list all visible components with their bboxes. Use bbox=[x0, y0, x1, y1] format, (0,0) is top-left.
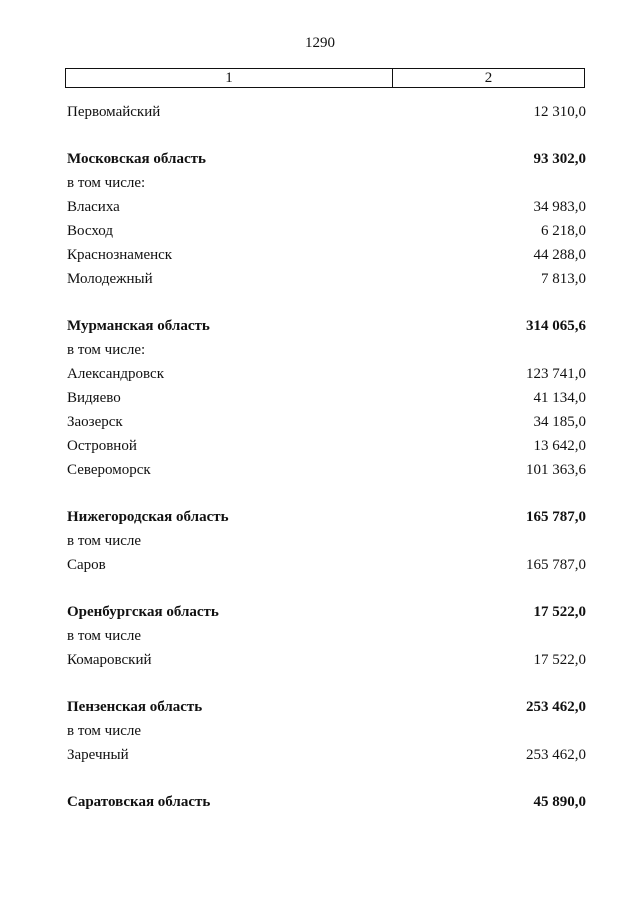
row-name: Краснознаменск bbox=[67, 247, 173, 263]
row-value: 34 185,0 bbox=[533, 414, 586, 430]
row-name: Нижегородская область bbox=[67, 509, 229, 525]
settlement-row bbox=[67, 458, 586, 482]
row-name: Видяево bbox=[67, 390, 121, 406]
row-name: в том числе bbox=[67, 628, 142, 644]
row-value: 101 363,6 bbox=[526, 462, 586, 478]
row-value: 34 983,0 bbox=[533, 199, 586, 215]
row-name: Первомайский bbox=[67, 104, 161, 120]
row-name: Заречный bbox=[67, 747, 129, 763]
row-value: 13 642,0 bbox=[533, 438, 586, 454]
settlement-row bbox=[67, 195, 586, 219]
row-name: Молодежный bbox=[67, 271, 153, 287]
row-name: в том числе bbox=[67, 533, 142, 549]
row-name: Александровск bbox=[67, 366, 164, 382]
subheading-row bbox=[67, 529, 586, 553]
subheading-row bbox=[67, 171, 586, 195]
subheading-row bbox=[67, 719, 586, 743]
row-name: Заозерск bbox=[67, 414, 123, 430]
row-name: Саров bbox=[67, 557, 106, 573]
page-number: 1290 bbox=[305, 35, 335, 51]
row-value: 7 813,0 bbox=[541, 271, 586, 287]
row-value: 45 890,0 bbox=[533, 794, 586, 810]
row-value: 6 218,0 bbox=[541, 223, 586, 239]
row-value: 314 065,6 bbox=[526, 318, 586, 334]
row-name: Власиха bbox=[67, 199, 120, 215]
row-name: в том числе bbox=[67, 723, 142, 739]
region-row bbox=[67, 505, 586, 529]
settlement-row bbox=[67, 434, 586, 458]
settlement-row bbox=[67, 553, 586, 577]
row-name: Мурманская область bbox=[67, 318, 210, 334]
subheading-row bbox=[67, 338, 586, 362]
region-row bbox=[67, 790, 586, 814]
row-name: Пензенская область bbox=[67, 699, 203, 715]
row-value: 17 522,0 bbox=[533, 652, 586, 668]
row-name: Североморск bbox=[67, 462, 151, 478]
row-value: 17 522,0 bbox=[533, 604, 586, 620]
region-row bbox=[67, 147, 586, 171]
column-header-1: 1 bbox=[66, 69, 393, 87]
settlement-row bbox=[67, 100, 586, 124]
row-value: 12 310,0 bbox=[533, 104, 586, 120]
region-row bbox=[67, 600, 586, 624]
row-value: 165 787,0 bbox=[526, 509, 586, 525]
row-value: 44 288,0 bbox=[533, 247, 586, 263]
settlement-row bbox=[67, 648, 586, 672]
region-row bbox=[67, 695, 586, 719]
settlement-row bbox=[67, 219, 586, 243]
subheading-row bbox=[67, 624, 586, 648]
region-row bbox=[67, 314, 586, 338]
settlement-row bbox=[67, 362, 586, 386]
settlement-row bbox=[67, 386, 586, 410]
row-value: 253 462,0 bbox=[526, 699, 586, 715]
row-name: Московская область bbox=[67, 151, 206, 167]
settlement-row bbox=[67, 267, 586, 291]
row-name: Восход bbox=[67, 223, 113, 239]
settlement-row bbox=[67, 743, 586, 767]
row-name: Оренбургская область bbox=[67, 604, 219, 620]
row-value: 165 787,0 bbox=[526, 557, 586, 573]
row-name: Саратовская область bbox=[67, 794, 211, 810]
row-value: 93 302,0 bbox=[533, 151, 586, 167]
table-header bbox=[65, 68, 585, 88]
row-name: в том числе: bbox=[67, 175, 146, 191]
table-body bbox=[67, 100, 586, 814]
row-name: в том числе: bbox=[67, 342, 146, 358]
row-value: 41 134,0 bbox=[533, 390, 586, 406]
settlement-row bbox=[67, 243, 586, 267]
column-header-2: 2 bbox=[484, 70, 493, 86]
settlement-row bbox=[67, 410, 586, 434]
row-name: Комаровский bbox=[67, 652, 152, 668]
row-value: 253 462,0 bbox=[526, 747, 586, 763]
row-name: Островной bbox=[67, 438, 137, 454]
row-value: 123 741,0 bbox=[526, 366, 586, 382]
